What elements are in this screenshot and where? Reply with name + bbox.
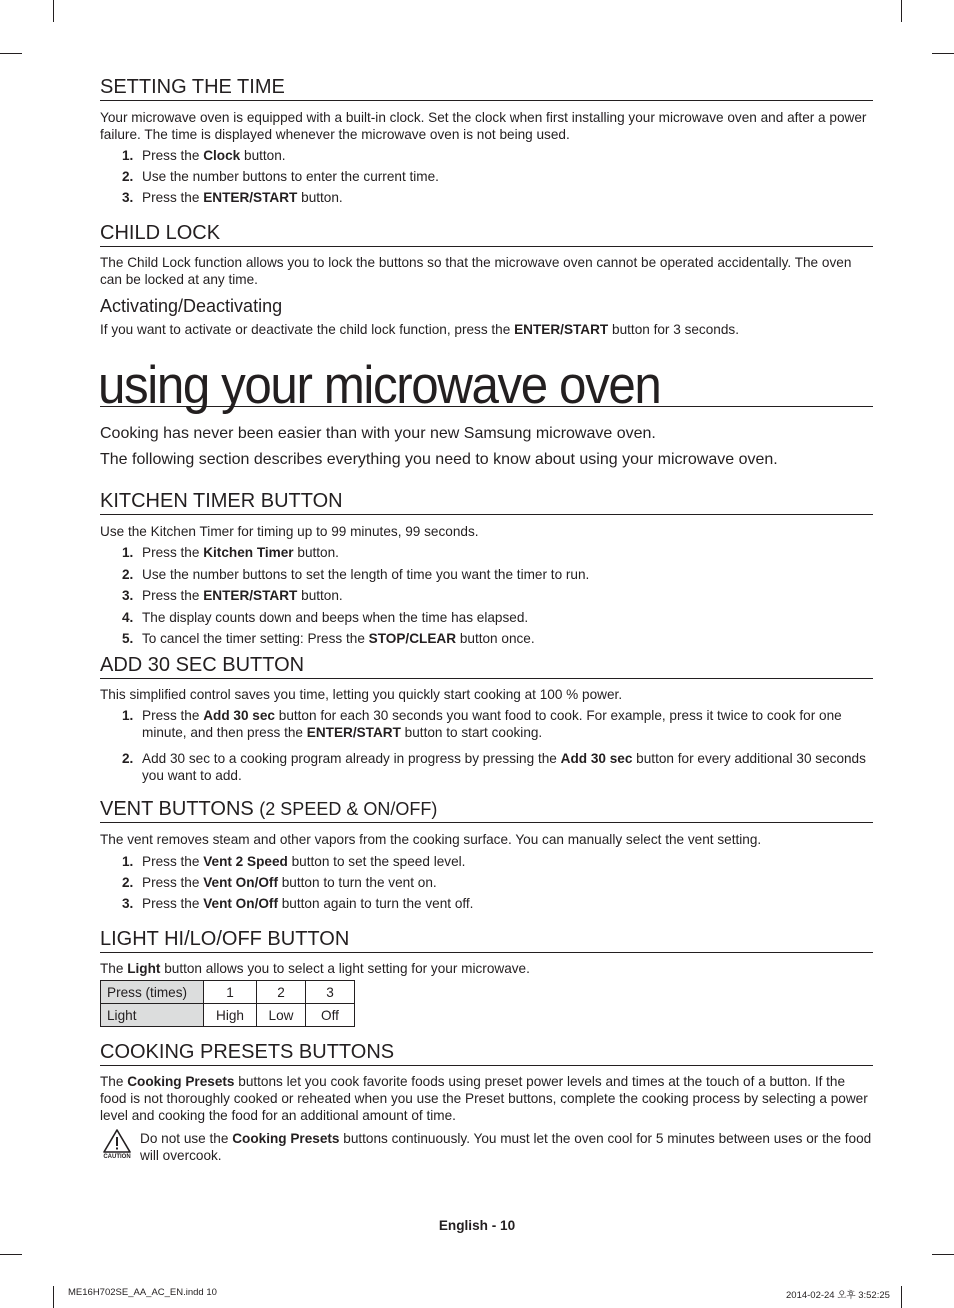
list-item: 2. Press the Vent On/Off button to turn the vent on. [122, 875, 437, 890]
list-item: 2. Use the number buttons to set the length of time you want the timer to run. [122, 566, 590, 582]
caution-text: Do not use the Cooking Presets buttons continuously. You must let the oven cool for 5 minutes between uses or the food will overcook. [140, 1131, 872, 1163]
list-item: 2. Add 30 sec to a cooking program already in progress by pressing the Add 30 sec button for every additional 30 seconds you want to add. [122, 751, 866, 783]
table-row [101, 1004, 355, 1027]
list-item: 2. Use the number buttons to enter the current time. [122, 169, 439, 184]
light-intro: The Light button allows you to select a light setting for your microwave. [100, 961, 530, 976]
list-item: 1. Press the Add 30 sec button for each 30 seconds you want food to cook. For example, press it twice to cook for one minute, and then press the ENTER/START button to start cooking. [122, 708, 842, 740]
table-cell: 1 [204, 981, 257, 1004]
light-settings-table [100, 980, 355, 1027]
section-heading-setting-time: SETTING THE TIME [100, 76, 873, 101]
list-item: 3. Press the ENTER/START button. [122, 588, 343, 603]
crop-mark [901, 0, 902, 22]
table-cell: 2 [257, 981, 306, 1004]
table-cell: Off [306, 1004, 355, 1027]
crop-mark [53, 1286, 54, 1308]
crop-mark [932, 1254, 954, 1255]
sub-heading-activating: Activating/Deactivating [100, 296, 283, 316]
section-heading-vent: VENT BUTTONS (2 SPEED & ON/OFF) [100, 798, 873, 823]
add-30-sec-steps [100, 707, 873, 784]
cooking-presets-intro: The Cooking Presets buttons let you cook favorite foods using preset power levels and times at the touch of a button. If the food is not thoroughly cooked or reheated when you use the Preset buttons, complete the cooking process by selecting a power level and cooking the food for an additional amount of time. [100, 1074, 868, 1123]
section-heading-add-30-sec: ADD 30 SEC BUTTON [100, 654, 873, 679]
chapter-title: using your microwave oven [100, 358, 873, 407]
section-heading-light: LIGHT HI/LO/OFF BUTTON [100, 928, 873, 953]
file-slug: ME16H702SE_AA_AC_EN.indd 10 [68, 1287, 217, 1298]
table-cell: High [204, 1004, 257, 1027]
chapter-intro-line-1: Cooking has never been easier than with your new Samsung microwave oven. [100, 425, 656, 442]
add-30-sec-intro: This simplified control saves you time, letting you quickly start cooking at 100 % power. [100, 687, 623, 702]
crop-mark [901, 1286, 902, 1308]
list-item: 3. Press the ENTER/START button. [122, 190, 343, 205]
kitchen-timer-steps [100, 544, 873, 652]
chapter-intro-line-2: The following section describes everything you need to know about using your microwave oven. [100, 451, 778, 468]
list-item: 1. Press the Clock button. [122, 148, 286, 163]
caution-label: CAUTION [103, 1154, 131, 1160]
kitchen-timer-intro: Use the Kitchen Timer for timing up to 99 minutes, 99 seconds. [100, 524, 479, 539]
vent-steps [100, 853, 873, 916]
section-heading-child-lock: CHILD LOCK [100, 222, 873, 247]
section-heading-cooking-presets: COOKING PRESETS BUTTONS [100, 1041, 873, 1066]
setting-time-intro: Your microwave oven is equipped with a built-in clock. Set the clock when first installing your microwave oven and after a power failure. The time is displayed whenever the microwave oven is not being used. [100, 110, 867, 142]
list-item: 5. To cancel the timer setting: Press the STOP/CLEAR button once. [122, 631, 535, 646]
vent-intro: The vent removes steam and other vapors from the cooking surface. You can manually select the vent setting. [100, 832, 762, 847]
table-cell: Press (times) [101, 981, 204, 1004]
table-cell: 3 [306, 981, 355, 1004]
child-lock-intro: The Child Lock function allows you to lock the buttons so that the microwave oven cannot be operated accidentally. The oven can be locked at any time. [100, 255, 852, 287]
table-cell: Low [257, 1004, 306, 1027]
crop-mark [0, 53, 22, 54]
caution-icon [100, 1128, 134, 1164]
list-item: 4. The display counts down and beeps when the time has elapsed. [122, 609, 529, 625]
section-heading-kitchen-timer: KITCHEN TIMER BUTTON [100, 490, 873, 515]
crop-mark [932, 53, 954, 54]
child-lock-instruction: If you want to activate or deactivate the child lock function, press the ENTER/START button for 3 seconds. [100, 322, 739, 337]
crop-mark [53, 0, 54, 22]
page-number: English - 10 [438, 1218, 516, 1233]
table-cell: Light [101, 1004, 204, 1027]
list-item: 1. Press the Kitchen Timer button. [122, 545, 339, 560]
setting-time-steps [100, 147, 873, 210]
print-timestamp: 2014-02-24 오후 3:52:25 [786, 1290, 890, 1301]
list-item: 1. Press the Vent 2 Speed button to set the speed level. [122, 854, 466, 869]
table-row [101, 981, 355, 1004]
list-item: 3. Press the Vent On/Off button again to turn the vent off. [122, 896, 474, 911]
crop-mark [0, 1254, 22, 1255]
